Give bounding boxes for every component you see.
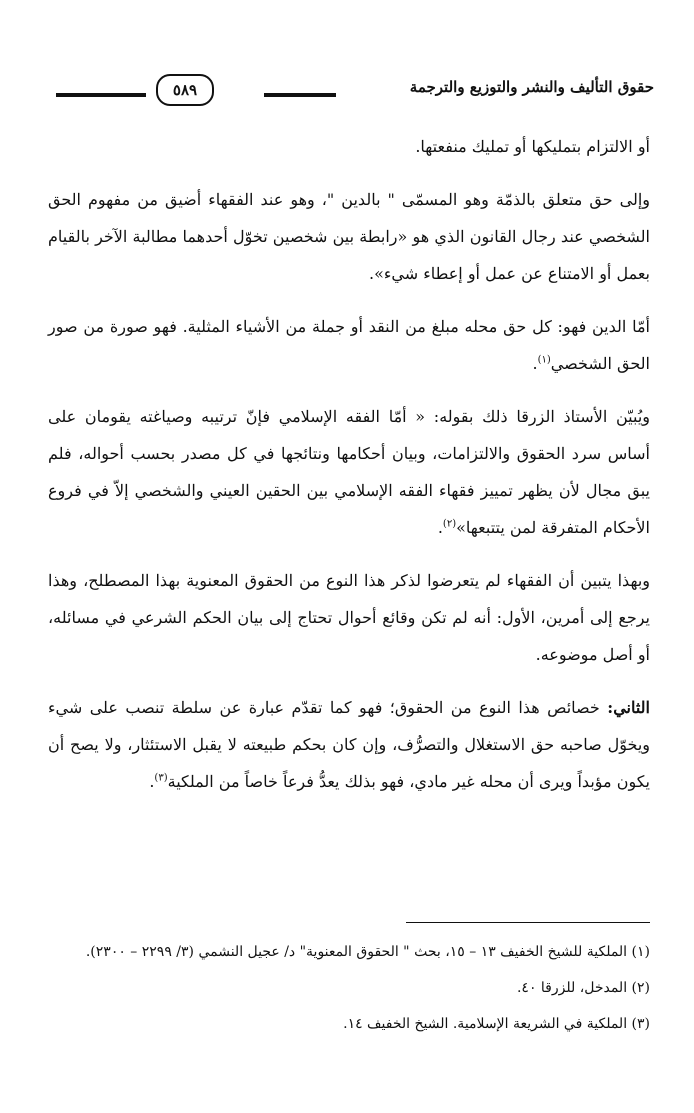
footnote-ref: (٢) <box>442 518 457 530</box>
footnote-ref: (١) <box>537 354 551 366</box>
footnote: (٣) الملكية في الشريعة الإسلامية. الشيخ الخفيف ١٤. <box>343 1016 650 1032</box>
body-text <box>48 128 650 816</box>
paragraph: أمّا الدين فهو: كل حق محله مبلغ من النقد أو جملة من الأشياء المثلية. فهو صورة من صور الحق الشخصي$^{(١)}$. <box>48 317 650 373</box>
paragraph: الثاني: خصائص هذا النوع من الحقوق؛ فهو كما تقدّم عبارة عن سلطة تنصب على شيء ويخوّل صاحبه حق الاستغلال والتصرُّف، وإن كان بحكم طبيعته لا يقبل الاستئثار، ولا يصح أن يكون مؤبداً ويرى أن محله غير مادي، فهو بذلك يعدُّ فرعاً خاصاً من الملكية$^{(٣)}$. <box>48 698 650 791</box>
footnotes <box>48 940 650 1048</box>
page-number: ٥٨٩ <box>156 74 214 106</box>
header-rule <box>264 93 336 97</box>
header-rule <box>56 93 146 97</box>
footnote-ref: (٣) <box>154 772 168 784</box>
running-title: حقوق التأليف والنشر والتوزيع والترجمة <box>409 78 654 96</box>
footnote: (٢) المدخل، للزرقا ٤٠. <box>516 980 650 996</box>
footnote: (١) الملكية للشيخ الخفيف ١٣ – ١٥، بحث " الحقوق المعنوية" د/ عجيل النشمي (٣/ ٢٢٩٩ – ٢٣٠٠). <box>85 944 650 960</box>
paragraph-lead: الثاني: <box>607 698 650 717</box>
paragraph: ويُبيّن الأستاذ الزرقا ذلك بقوله: « أمّا الفقه الإسلامي فإنّ ترتيبه وصياغته يقومان على أساس سرد الحقوق والالتزامات، وبيان أحكامها ونتائجها في كل مصدر بحسب أحواله، فلم يبق مجال لأن يظهر تمييز فقهاء الفقه الإسلامي بين الحقين العيني والشخصي إلاّ في فروع الأحكام المتفرقة لمن يتتبعها»$^{(٢)}$. <box>48 407 650 537</box>
footnote-separator <box>406 922 650 923</box>
paragraph: وبهذا يتبين أن الفقهاء لم يتعرضوا لذكر هذا النوع من الحقوق المعنوية بهذا المصطلح، وهذا يرجع إلى أمرين، الأول: أنه لم تكن وقائع أحوال تحتاج إلى بيان الحكم الشرعي في مسائله، أو أصل موضوعه. <box>48 571 651 664</box>
page-header <box>56 74 654 110</box>
paragraph: أو الالتزام بتمليكها أو تمليك منفعتها. <box>415 137 650 156</box>
paragraph: وإلى حق متعلق بالذمّة وهو المسمّى " بالدين "، وهو عند الفقهاء أضيق من مفهوم الحق الشخصي عند رجال القانون الذي هو «رابطة بين شخصين تخوّل أحدهما مطالبة الآخر بالقيام بعمل أو الامتناع عن عمل أو إعطاء شيء». <box>48 190 651 283</box>
